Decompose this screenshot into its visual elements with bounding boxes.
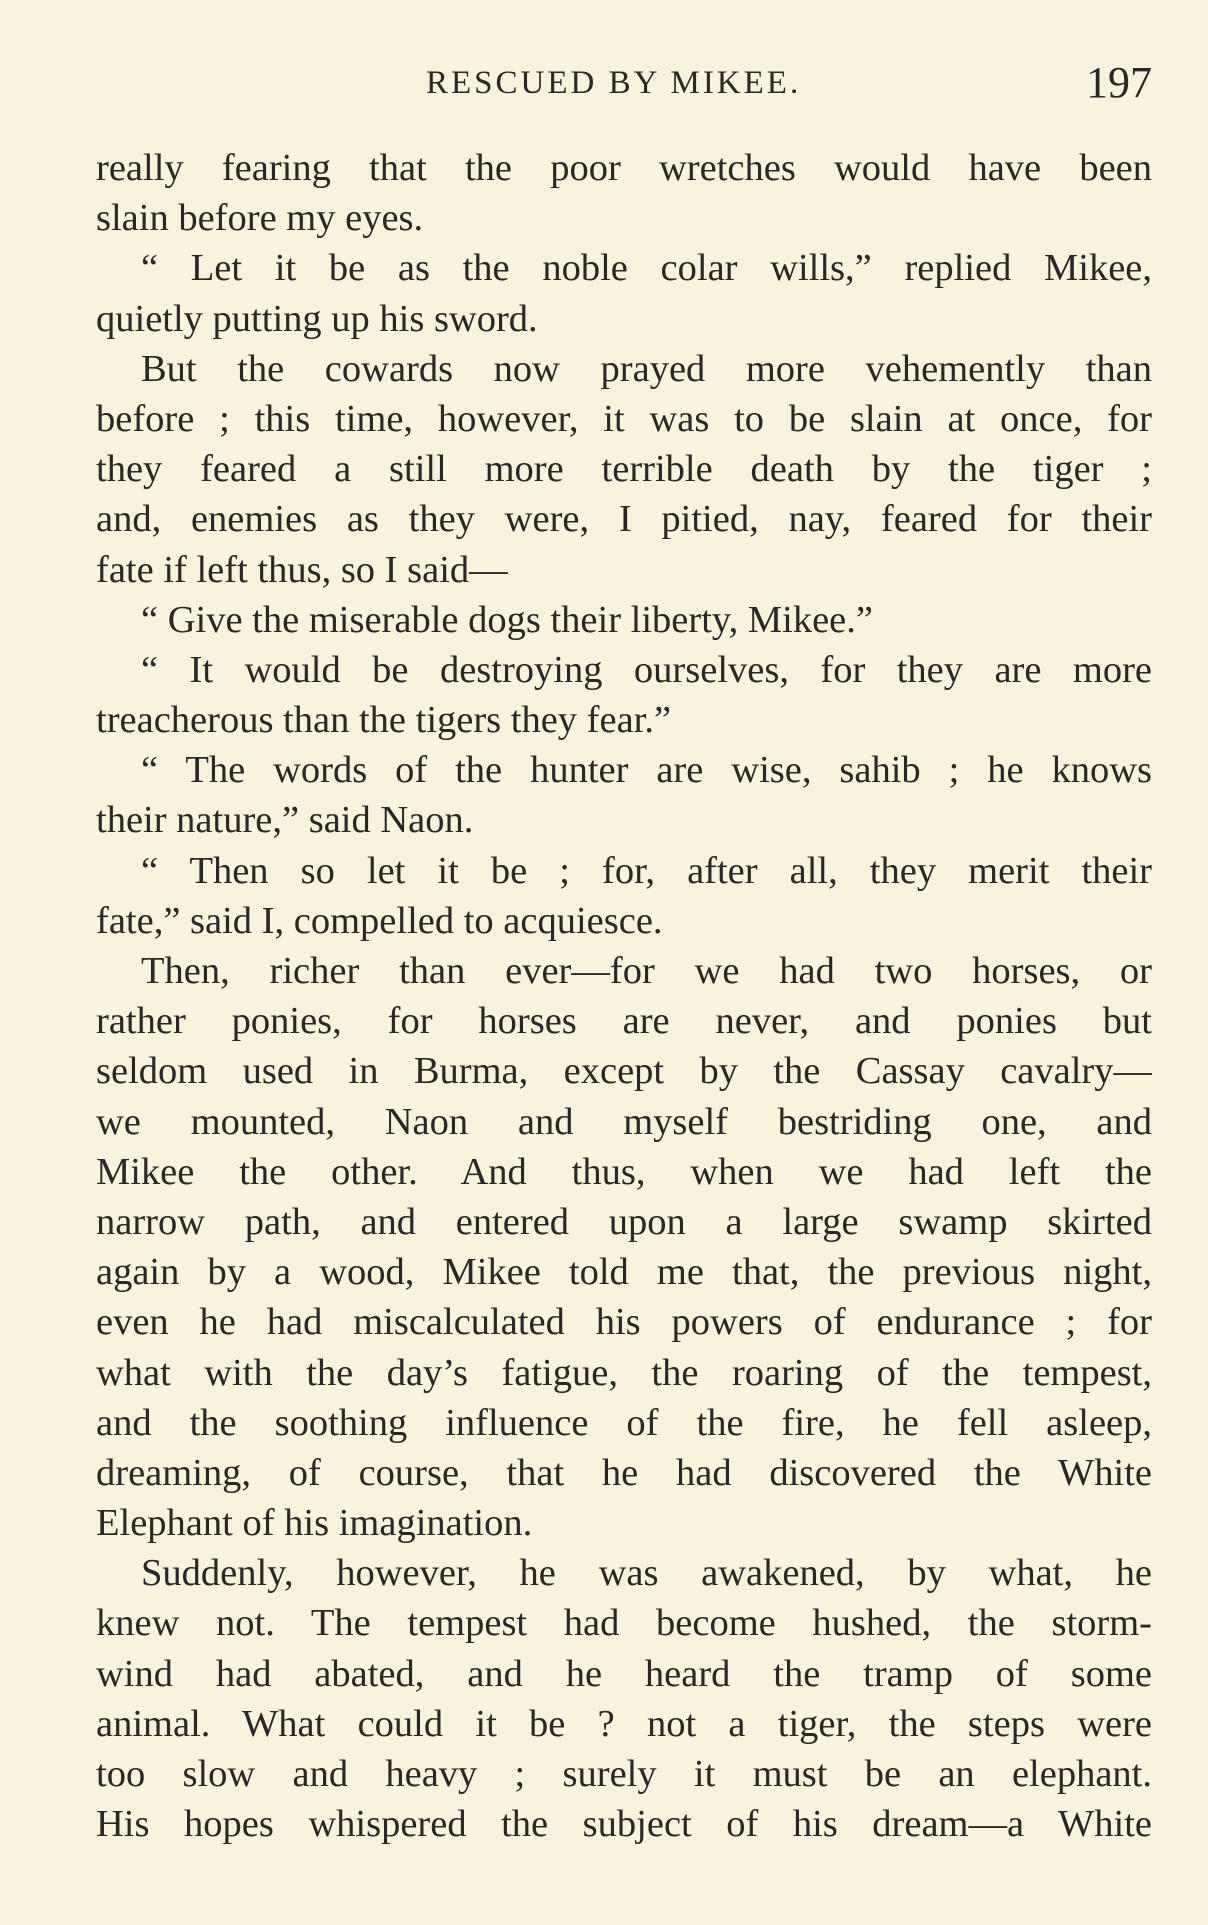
text-line: even he had miscalculated his powers of endurance ; for (96, 1301, 1152, 1344)
text-line: dreaming, of course, that he had discovered the White (96, 1451, 1152, 1494)
text-line: fate if left thus, so I said— (96, 548, 508, 591)
text-line: quietly putting up his sword. (96, 297, 538, 340)
text-line: and the soothing influence of the fire, he fell asleep, (96, 1401, 1152, 1444)
text-line: animal. What could it be ? not a tiger, the steps were (96, 1702, 1152, 1745)
text-line: “ Give the miserable dogs their liberty, Mikee.” (141, 598, 873, 641)
text-line: they feared a still more terrible death by the tiger ; (96, 448, 1152, 491)
text-line: wind had abated, and he heard the tramp of some (96, 1652, 1152, 1695)
text-line: knew not. The tempest had become hushed, the storm- (96, 1602, 1152, 1645)
body-text (96, 143, 1152, 1849)
text-line: again by a wood, Mikee told me that, the previous night, (96, 1251, 1152, 1294)
text-line: too slow and heavy ; surely it must be an elephant. (96, 1753, 1152, 1795)
text-line: and, enemies as they were, I pitied, nay, feared for their (96, 498, 1152, 541)
text-line: His hopes whispered the subject of his dream—a White (96, 1803, 1152, 1846)
text-line: seldom used in Burma, except by the Cassay cavalry— (96, 1050, 1152, 1093)
text-line: what with the day’s fatigue, the roaring of the tempest, (96, 1351, 1152, 1394)
text-line: But the cowards now prayed more vehemently than (141, 347, 1152, 390)
text-line: “ Let it be as the noble colar wills,” replied Mikee, (141, 247, 1152, 290)
text-line: slain before my eyes. (96, 197, 424, 240)
text-line: Mikee the other. And thus, when we had left the (96, 1150, 1152, 1193)
text-line: “ The words of the hunter are wise, sahib ; he knows (141, 749, 1152, 792)
text-line: before ; this time, however, it was to be slain at once, for (96, 397, 1152, 440)
page-header (96, 58, 1152, 108)
text-line: treacherous than the tigers they fear.” (96, 699, 672, 742)
text-line: “ It would be destroying ourselves, for they are more (141, 648, 1152, 691)
page-number: 197 (1086, 58, 1152, 107)
text-line: Then, richer than ever—for we had two horses, or (141, 950, 1152, 992)
text-line: really fearing that the poor wretches would have been (96, 147, 1152, 189)
text-line: “ Then so let it be ; for, after all, they merit their (141, 849, 1152, 892)
text-line: narrow path, and entered upon a large swamp skirted (96, 1200, 1152, 1243)
text-line: rather ponies, for horses are never, and ponies but (96, 1000, 1152, 1043)
text-line: their nature,” said Naon. (96, 799, 474, 842)
text-line: fate,” said I, compelled to acquiesce. (96, 899, 663, 942)
text-line: we mounted, Naon and myself bestriding one, and (96, 1100, 1152, 1143)
text-line: Elephant of his imagination. (96, 1502, 533, 1545)
running-head: RESCUED BY MIKEE. (426, 65, 802, 101)
text-line: Suddenly, however, he was awakened, by what, he (141, 1552, 1152, 1595)
